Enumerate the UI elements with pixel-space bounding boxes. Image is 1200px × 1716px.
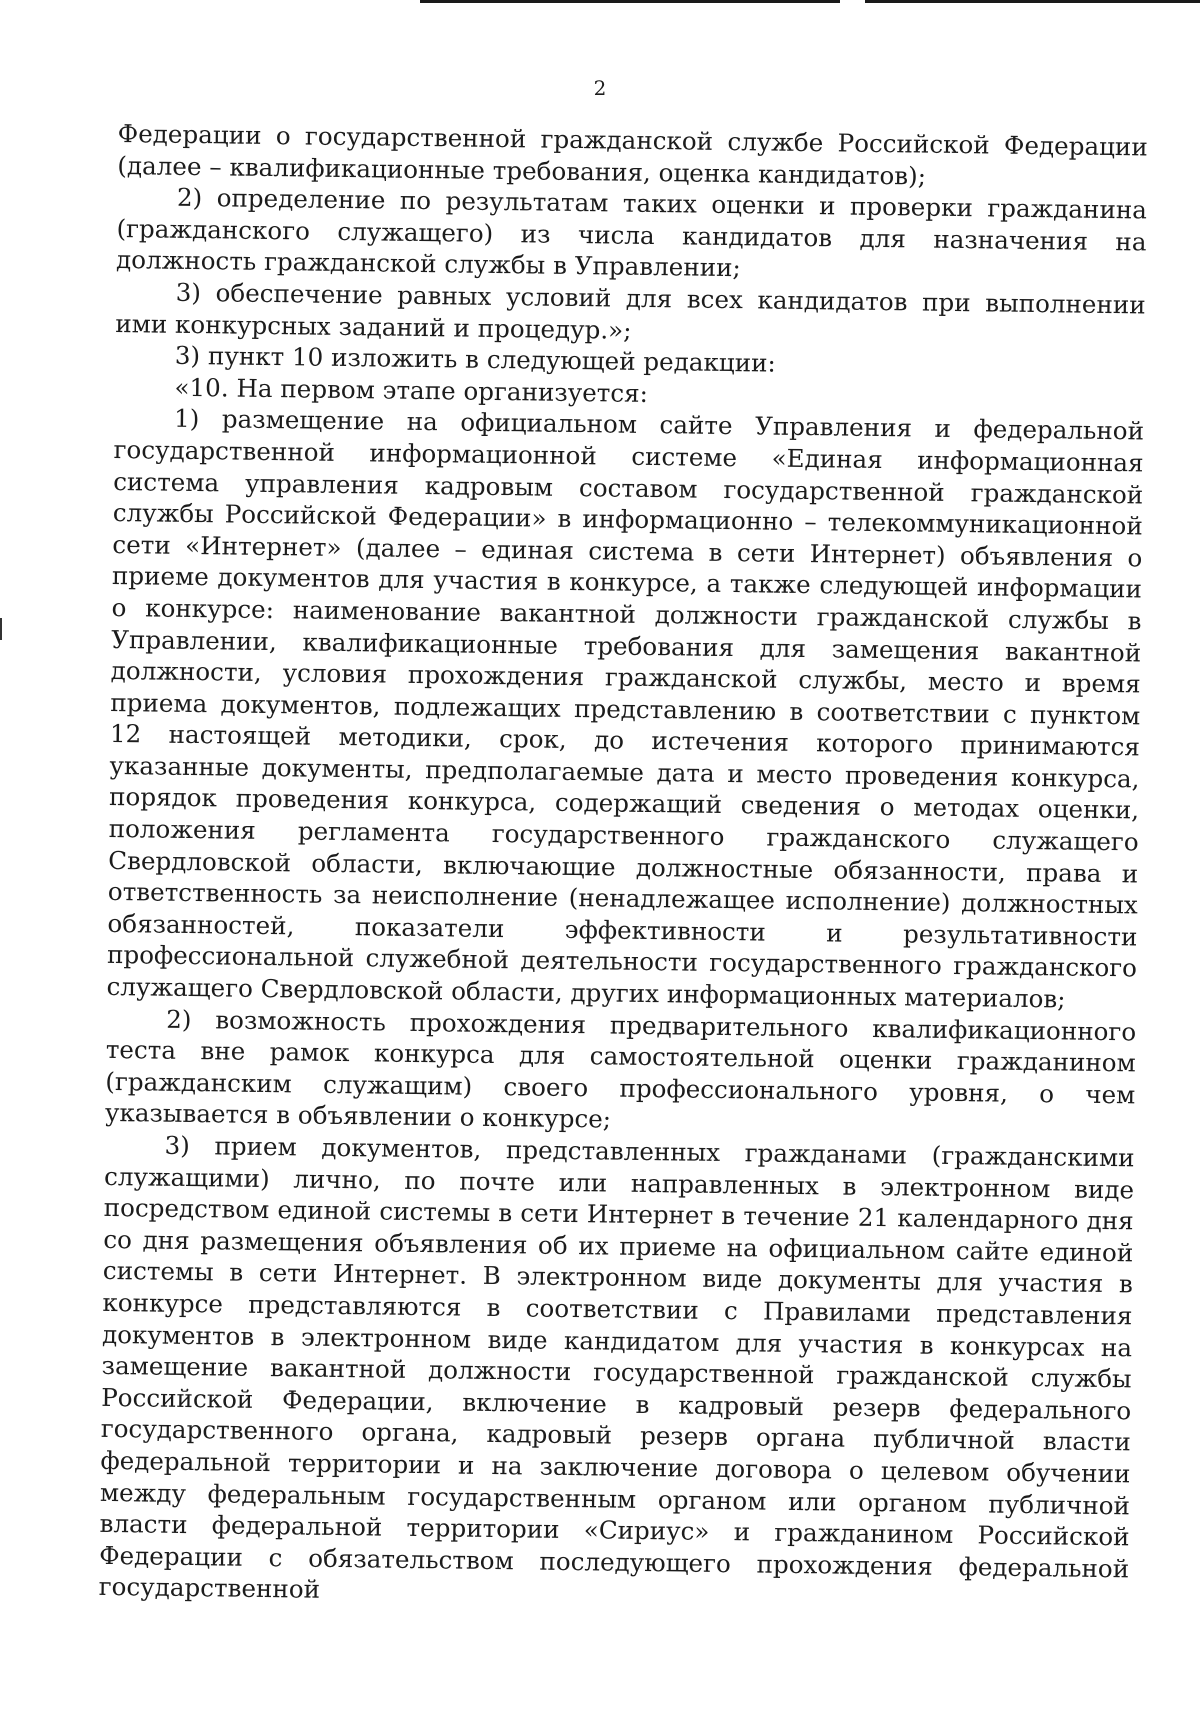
- paragraph-item-2: 2) определение по результатам таких оценки и проверки гражданина (гражданского служащего) из числа кандидатов для назначения на должность гражданской службы в Управлении;: [115, 182, 1148, 283]
- scan-edge-top-left: [420, 0, 840, 3]
- paragraph-subitem-3: 3) прием документов, представленных гражданами (гражданскими служащими) лично, по почте или направленных в электронном виде посредством единой системы в сети Интернет в течение 21 календарного дня со дня размещения объявления об их приеме на официальном сайте единой системы в сети Интернет. В электронном виде документы для участия в конкурсе представляются в соответствии с Правилами представления документов в электронном виде кандидатом для участия в конкурсах на замещение вакантной должности государственной гражданской службы Российской Федерации, включение в кадровый резерв федерального государственного органа, кадровый резерв органа публичной власти федеральной территории и на заключение договора о целевом обучении между федеральным государственным органом или органом публичной власти федеральной территории «Сириус» и гражданином Российской Федерации с обязательством последующего прохождения федеральной государственной: [98, 1130, 1135, 1605]
- page-number: 2: [593, 76, 607, 100]
- paragraph-clause-10: «10. На первом этапе организуется:: [174, 372, 649, 408]
- paragraph-item-3: 3) обеспечение равных условий для всех кандидатов при выполнении ими конкурсных заданий и процедур.»;: [115, 277, 1146, 345]
- paragraph-subitem-2: 2) возможность прохождения предварительного квалификационного теста вне рамок конкурса для самостоятельной оценки гражданином (гражданским служащим) своего профессионального уровня, о чем указывается в объявлении о конкурсе;: [104, 1004, 1137, 1134]
- paragraph-point-3: 3) пункт 10 изложить в следующей редакции:: [174, 340, 776, 378]
- scan-mark-left: [0, 618, 2, 640]
- paragraph-continuation: Федерации о государственной гражданской службе Российской Федерации (далее – квалификационные требования, оценка кандидатов);: [117, 118, 1148, 191]
- scan-edge-top-right: [865, 0, 1200, 3]
- document-body: [99, 118, 1148, 1616]
- paragraph-subitem-1: 1) размещение на официальном сайте Управления и федеральной государственной информационной системе «Единая информационная система управления кадровым составом государственной гражданской службы Российской Федерации» в информационно – телекоммуникационной сети «Интернет» (далее – единая система в сети Интернет) объявления о приеме документов для участия в конкурсе, а также следующей информации о конкурсе: наименование вакантной должности гражданской службы в Управлении, квалификационные требования для замещения вакантной должности, условия прохождения гражданской службы, место и время приема документов, подлежащих представлению в соответствии с пунктом 12 настоящей методики, срок, до истечения которого принимаются указанные документы, предполагаемые дата и место проведения конкурса, порядок проведения конкурса, содержащий сведения о методах оценки, положения регламента государственного гражданского служащего Свердловской области, включающие должностные обязанности, права и ответственность за неисполнение (ненадлежащее исполнение) должностных обязанностей, показатели эффективности и результативности профессиональной служебной деятельности государственного гражданского служащего Свердловской области, других информационных материалов;: [106, 404, 1145, 1014]
